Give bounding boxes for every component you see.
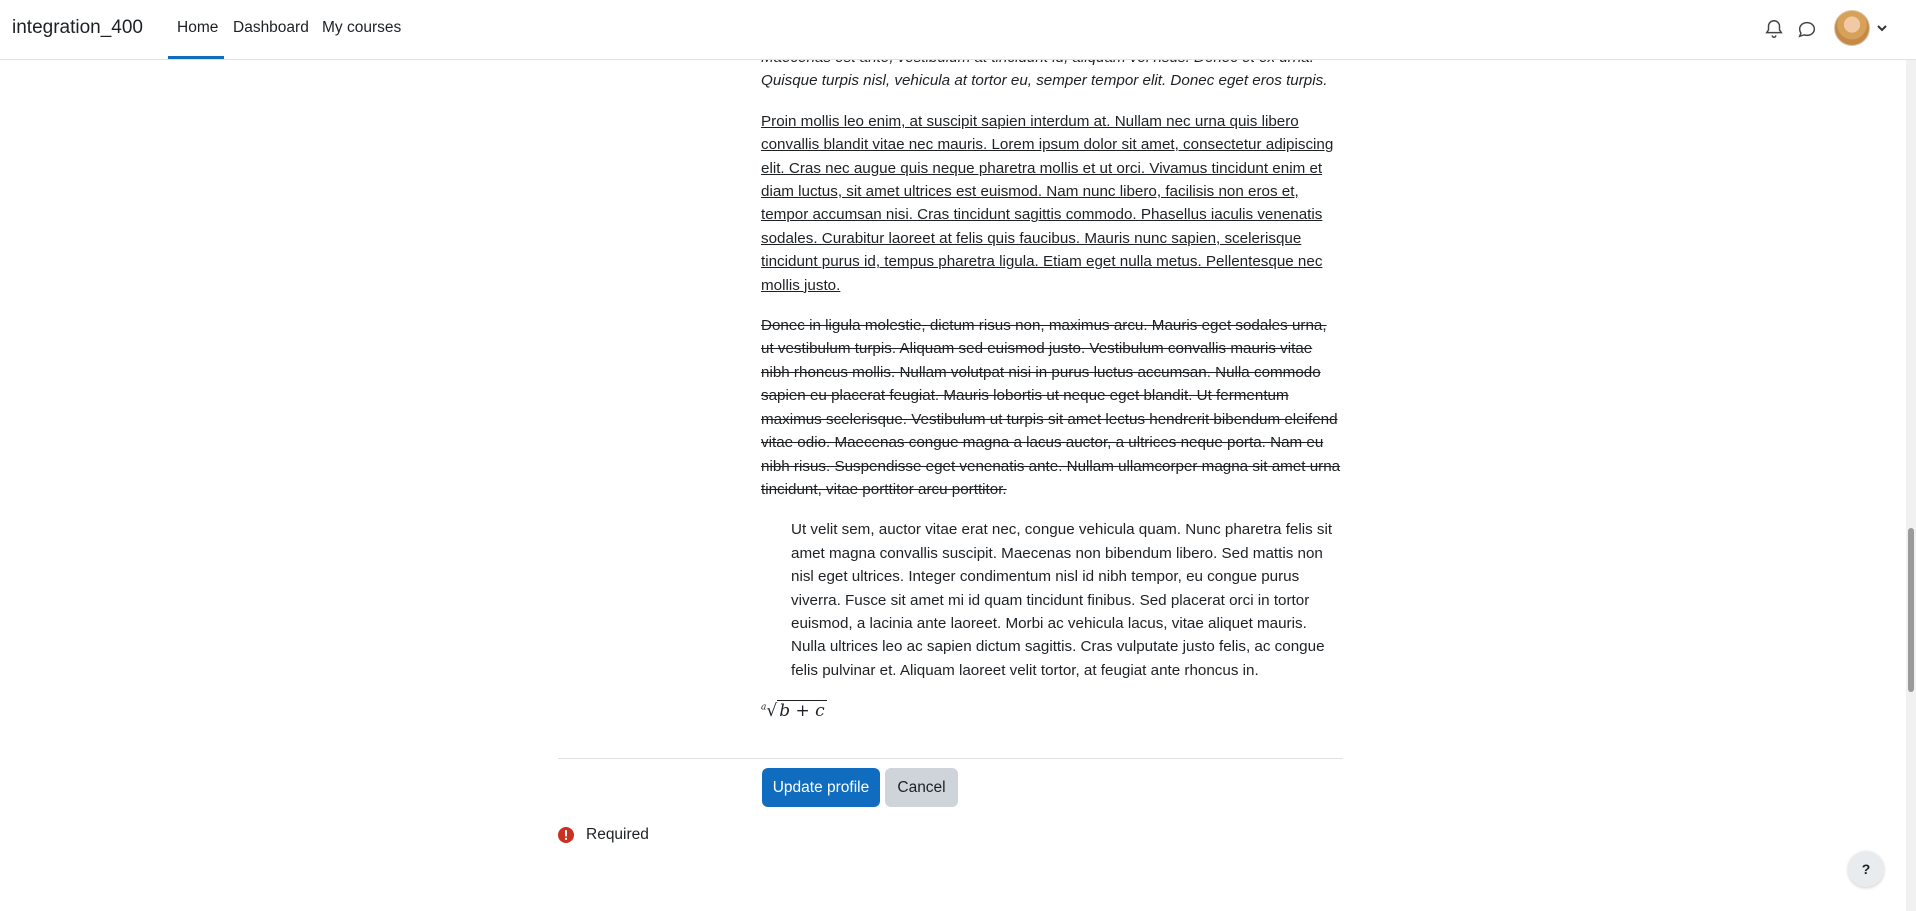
page-scrollbar-track[interactable] [1906,60,1916,911]
cancel-button[interactable]: Cancel [885,768,958,807]
site-brand[interactable]: integration_400 [12,17,143,38]
user-avatar[interactable] [1834,10,1870,46]
nav-home[interactable]: Home [177,19,219,36]
nav-my-courses[interactable]: My courses [322,19,402,36]
math-nth-root: $^a$√ b + c [761,701,825,721]
messages-chat-icon[interactable] [1796,18,1818,40]
notifications-bell-icon[interactable] [1763,18,1785,40]
active-tab-indicator [168,56,224,59]
top-navbar [0,0,1916,60]
root-index: a [761,702,767,713]
profile-description-content [761,46,1343,699]
radicand: b + c [779,701,825,721]
form-divider [558,758,1343,759]
required-legend [558,826,649,844]
nav-dashboard[interactable]: Dashboard [233,19,309,36]
italic-paragraph: Quisque turpis nisl, vehicula at tortor eu, semper tempor elit. Donec eget eros turpis. [761,72,1328,90]
blockquote: Ut velit sem, auctor vitae erat nec, congue vehicula quam. Nunc pharetra felis sit amet magna convallis suscipit. Maecenas non bibendum libero. Sed mattis non nisl eget ultrices. Integer condimentum nisl id nibh tempor, eu congue purus viverra. Fusce sit amet mi id quam tincidunt finibus. Sed placerat orci in tortor euismod, a lacinia ante laoreet. Morbi ac vehicula lacus, vitae aliquet mauris. Nulla ultrices leo ac sapien dictum sagittis. Cras vulputate justo felis, ac congue felis pulvinar et. Aliquam laoreet velit tortor, at feugiat ante rhoncus in. [791,521,1333,679]
chevron-down-icon[interactable] [1876,22,1888,34]
required-exclamation-icon [558,827,574,843]
required-label: Required [586,826,649,843]
update-profile-button[interactable]: Update profile [762,768,880,807]
underlined-paragraph: Proin mollis leo enim, at suscipit sapien interdum at. Nullam nec urna quis libero convallis blandit vitae nec mauris. Lorem ipsum dolor sit amet, consectetur adipiscing elit. Cras nec augue quis neque pharetra mollis et ut orci. Vivamus tincidunt enim et diam luctus, sit amet ultrices est euismod. Nam nunc libero, facilisis non eros et, tempor accumsan nisi. Cras tincidunt sagittis commodo. Phasellus iaculis venenatis sodales. Curabitur laoreet at felis quis faucibus. Mauris nunc sapien, scelerisque tincidunt purus id, tempus pharetra ligula. Etiam eget nulla metus. Pellentesque nec mollis justo. [761,112,1334,294]
page-scrollbar-thumb[interactable] [1908,528,1914,692]
help-button[interactable]: ? [1848,851,1884,887]
strikethrough-paragraph: Donec in ligula molestie, dictum risus non, maximus arcu. Mauris eget sodales urna, ut vestibulum turpis. Aliquam sed euismod justo. Vestibulum convallis mauris vitae nibh rhoncus mollis. Nullam volutpat nisi in purus luctus accumsan. Nulla commodo sapien eu placerat feugiat. Mauris lobortis ut neque eget blandit. Ut fermentum maximus scelerisque. Vestibulum ut turpis sit amet lectus hendrerit bibendum eleifend vitae odio. Maecenas congue magna a lacus auctor, a ultrices neque porta. Nam eu nibh risus. Suspendisse eget venenatis ante. Nullam ullamcorper magna sit amet urna tincidunt, vitae porttitor arcu porttitor. [761,317,1341,498]
